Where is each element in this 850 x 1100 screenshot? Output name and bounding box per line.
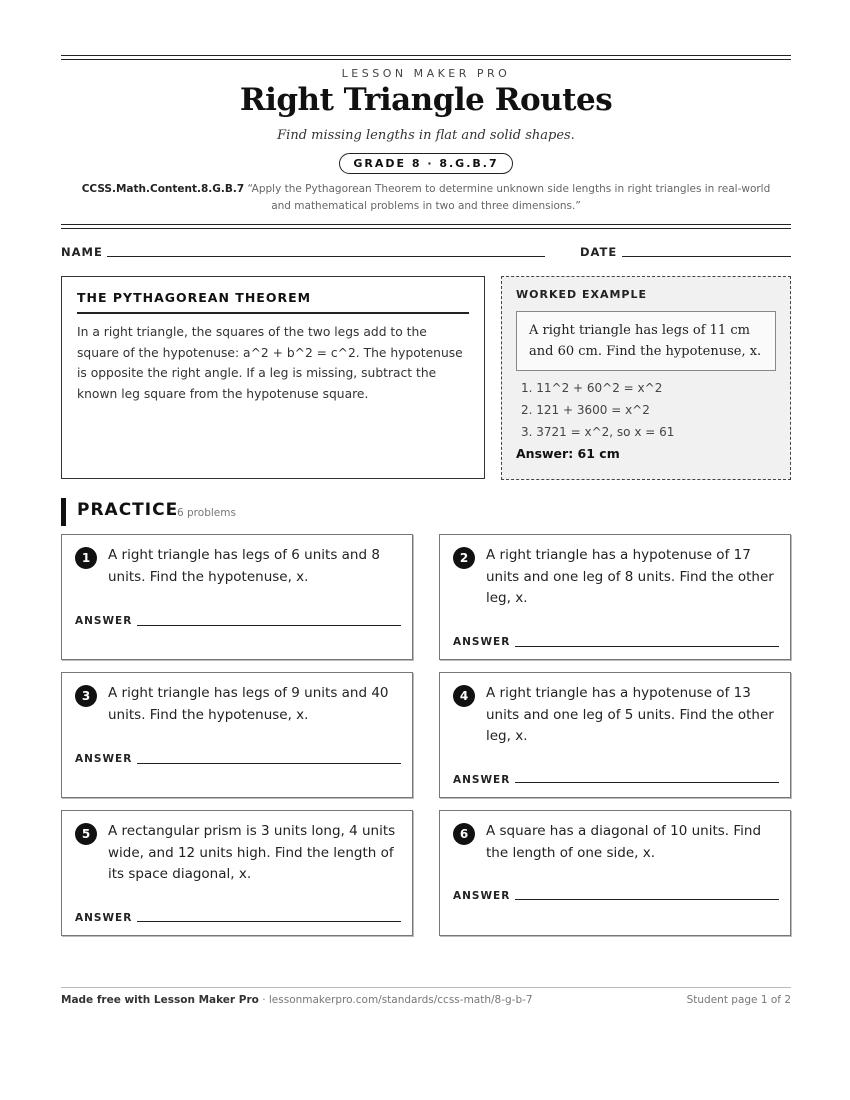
grade-badge-wrap <box>61 152 791 174</box>
problem-number: 3 <box>75 685 97 707</box>
worked-example-label: WORKED EXAMPLE <box>516 288 647 301</box>
answer-label: ANSWER <box>75 753 133 765</box>
worksheet-subtitle: Find missing lengths in flat and solid shapes. <box>277 128 575 143</box>
problem-text: A right triangle has a hypotenuse of 17 units and one leg of 8 units. Find the other leg, x. <box>486 547 774 606</box>
footer-page-number: Student page 1 of 2 <box>686 994 791 1006</box>
problem-card <box>439 672 791 798</box>
footer-rule <box>61 987 791 988</box>
worked-example-steps <box>516 377 776 443</box>
worked-example-step: 2. 121 + 3600 = x^2 <box>521 403 650 417</box>
answer-field[interactable] <box>137 763 401 764</box>
practice-count: 6 problems <box>177 507 236 519</box>
brand-name: LESSON MAKER PRO <box>341 67 511 80</box>
answer-label: ANSWER <box>453 890 511 902</box>
problem-text: A right triangle has legs of 9 units and 40 units. Find the hypotenuse, x. <box>108 685 389 723</box>
problem-number: 2 <box>453 547 475 569</box>
problem-card <box>439 810 791 936</box>
footer-made-with: Made free with Lesson Maker Pro <box>61 994 259 1006</box>
answer-field[interactable] <box>515 646 779 647</box>
theorem-heading: THE PYTHAGOREAN THEOREM <box>77 290 469 314</box>
problem-number: 6 <box>453 823 475 845</box>
problem-number: 5 <box>75 823 97 845</box>
problem-number: 4 <box>453 685 475 707</box>
standard-statement <box>71 181 781 215</box>
answer-label: ANSWER <box>453 774 511 786</box>
problem-number: 1 <box>75 547 97 569</box>
worked-example-problem: A right triangle has legs of 11 cm and 60 cm. Find the hypotenuse, x. <box>516 311 776 371</box>
problem-text: A right triangle has legs of 6 units and 8 units. Find the hypotenuse, x. <box>108 547 380 585</box>
practice-title: PRACTICE <box>77 500 179 520</box>
answer-field[interactable] <box>137 921 401 922</box>
footer-url[interactable]: · lessonmakerpro.com/standards/ccss-math/8-g-b-7 <box>258 994 533 1006</box>
date-label: DATE <box>580 245 618 259</box>
worked-example-step: 1. 11^2 + 60^2 = x^2 <box>521 381 663 395</box>
problem-card <box>61 672 413 798</box>
footer-credit <box>61 994 533 1006</box>
worked-example-step: 3. 3721 = x^2, so x = 61 <box>521 425 675 439</box>
date-field[interactable] <box>622 256 791 257</box>
standard-text: “Apply the Pythagorean Theorem to determine unknown side lengths in right triangles in real-world and mathematical problems in two and three dimensions.” <box>247 183 771 212</box>
grade-badge: GRADE 8 · 8.G.B.7 <box>339 153 512 174</box>
problem-card <box>439 534 791 660</box>
top-double-rule <box>61 55 791 60</box>
answer-field[interactable] <box>137 625 401 626</box>
practice-accent-bar <box>61 498 66 526</box>
header-double-rule <box>61 224 791 229</box>
theorem-box <box>61 276 485 479</box>
answer-label: ANSWER <box>75 912 133 924</box>
standard-code: CCSS.Math.Content.8.G.B.7 <box>81 183 245 195</box>
answer-field[interactable] <box>515 899 779 900</box>
name-label: NAME <box>61 245 103 259</box>
answer-field[interactable] <box>515 782 779 783</box>
answer-label: ANSWER <box>453 636 511 648</box>
problem-text: A rectangular prism is 3 units long, 4 units wide, and 12 units high. Find the length of its space diagonal, x. <box>108 823 396 882</box>
theorem-body: In a right triangle, the squares of the two legs add to the square of the hypotenuse: a^2 + b^2 = c^2. The hypotenuse is opposite the right angle. If a leg is missing, subtract the known leg square from the hypotenuse square. <box>77 325 463 401</box>
worked-example-answer: Answer: 61 cm <box>516 446 620 461</box>
answer-label: ANSWER <box>75 615 133 627</box>
worked-example-box <box>501 276 791 480</box>
problem-text: A right triangle has a hypotenuse of 13 units and one leg of 5 units. Find the other leg, x. <box>486 685 774 744</box>
name-field[interactable] <box>107 256 545 257</box>
problem-card <box>61 810 413 936</box>
worksheet-title: Right Triangle Routes <box>239 82 613 118</box>
problem-card <box>61 534 413 660</box>
problem-text: A square has a diagonal of 10 units. Find the length of one side, x. <box>486 823 762 861</box>
